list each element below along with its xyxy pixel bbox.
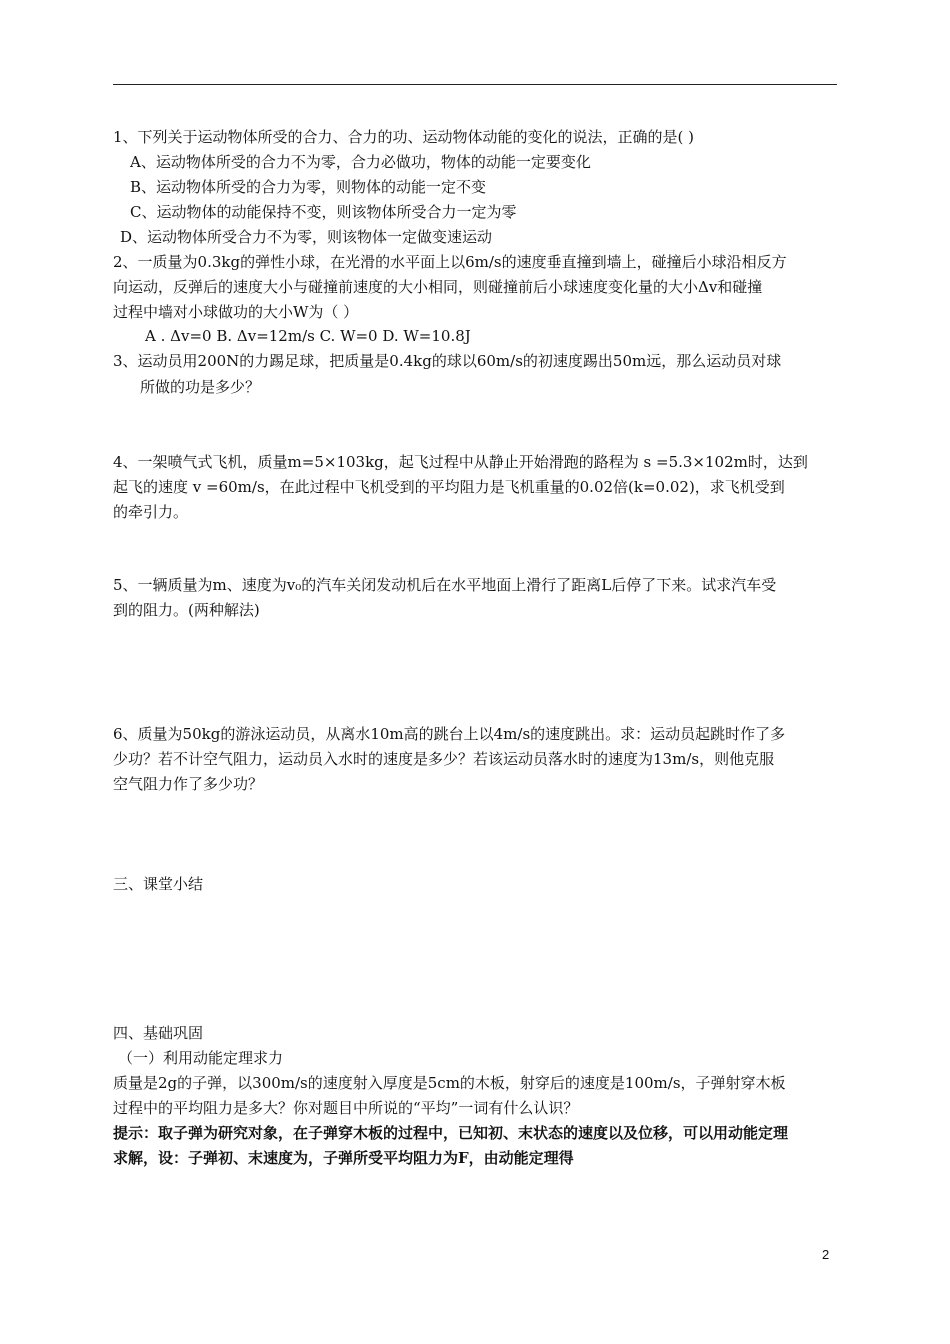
q2-options: A . Δv=0 B. Δv=12m/s C. W=0 D. W=10.8J	[145, 327, 471, 345]
q1-stem: 1、下列关于运动物体所受的合力、合力的功、运动物体动能的变化的说法，正确的是( )	[113, 128, 695, 146]
section-summary-title: 三、课堂小结	[113, 875, 204, 893]
q1-option-a: A、运动物体所受的合力不为零，合力必做功，物体的动能一定要变化	[130, 153, 591, 171]
q2-line-2: 向运动，反弹后的速度大小与碰撞前速度的大小相同，则碰撞前后小球速度变化量的大小Δv和碰撞	[113, 278, 763, 296]
q5-line-1: 5、一辆质量为m、速度为v₀的汽车关闭发动机后在水平地面上滑行了距离L后停了下来。试求汽车受	[113, 576, 777, 594]
q5-line-2: 到的阻力。(两种解法)	[113, 601, 260, 619]
q6-line-3: 空气阻力作了多少功？	[113, 775, 264, 793]
q2-line-3: 过程中墙对小球做功的大小W为（ ）	[113, 303, 359, 321]
q6-line-2: 少功？若不计空气阻力，运动员入水时的速度是多少？若该运动员落水时的速度为13m/s，则他克服	[113, 750, 775, 768]
section-consolidation-subtitle: （一）利用动能定理求力	[118, 1049, 284, 1067]
problem-line-2: 过程中的平均阻力是多大？你对题目中所说的“平均”一词有什么认识？	[113, 1099, 579, 1117]
page-number: 2	[822, 1247, 830, 1262]
hint-line-2: 求解，设：子弹初、末速度为，子弹所受平均阻力为F，由动能定理得	[113, 1149, 574, 1167]
q4-line-3: 的牵引力。	[113, 503, 189, 521]
hint-line-1: 提示：取子弹为研究对象，在子弹穿木板的过程中，已知初、末状态的速度以及位移，可以用动能定理	[113, 1124, 789, 1142]
q3-line-1: 3、运动员用200N的力踢足球，把质量是0.4kg的球以60m/s的初速度踢出50m远，那么运动员对球	[113, 352, 782, 370]
q3-line-2: 所做的功是多少？	[140, 378, 261, 396]
q6-line-1: 6、质量为50kg的游泳运动员，从离水10m高的跳台上以4m/s的速度跳出。求：运动员起跳时作了多	[113, 725, 786, 743]
q1-option-d: D、运动物体所受合力不为零，则该物体一定做变速运动	[120, 228, 493, 246]
header-rule	[113, 84, 837, 85]
q2-line-1: 2、一质量为0.3kg的弹性小球，在光滑的水平面上以6m/s的速度垂直撞到墙上，碰撞后小球沿相反方	[113, 253, 787, 271]
problem-line-1: 质量是2g的子弹，以300m/s的速度射入厚度是5cm的木板，射穿后的速度是100m/s，子弹射穿木板	[113, 1074, 786, 1092]
section-consolidation-title: 四、基础巩固	[113, 1024, 204, 1042]
q4-line-1: 4、一架喷气式飞机，质量m=5×103kg，起飞过程中从静止开始滑跑的路程为 s =5.3×102m时，达到	[113, 453, 808, 471]
q4-line-2: 起飞的速度 v =60m/s，在此过程中飞机受到的平均阻力是飞机重量的0.02倍(k=0.02)，求飞机受到	[113, 478, 785, 496]
q1-option-c: C、运动物体的动能保持不变，则该物体所受合力一定为零	[130, 203, 517, 221]
q1-option-b: B、运动物体所受的合力为零，则物体的动能一定不变	[130, 178, 487, 196]
